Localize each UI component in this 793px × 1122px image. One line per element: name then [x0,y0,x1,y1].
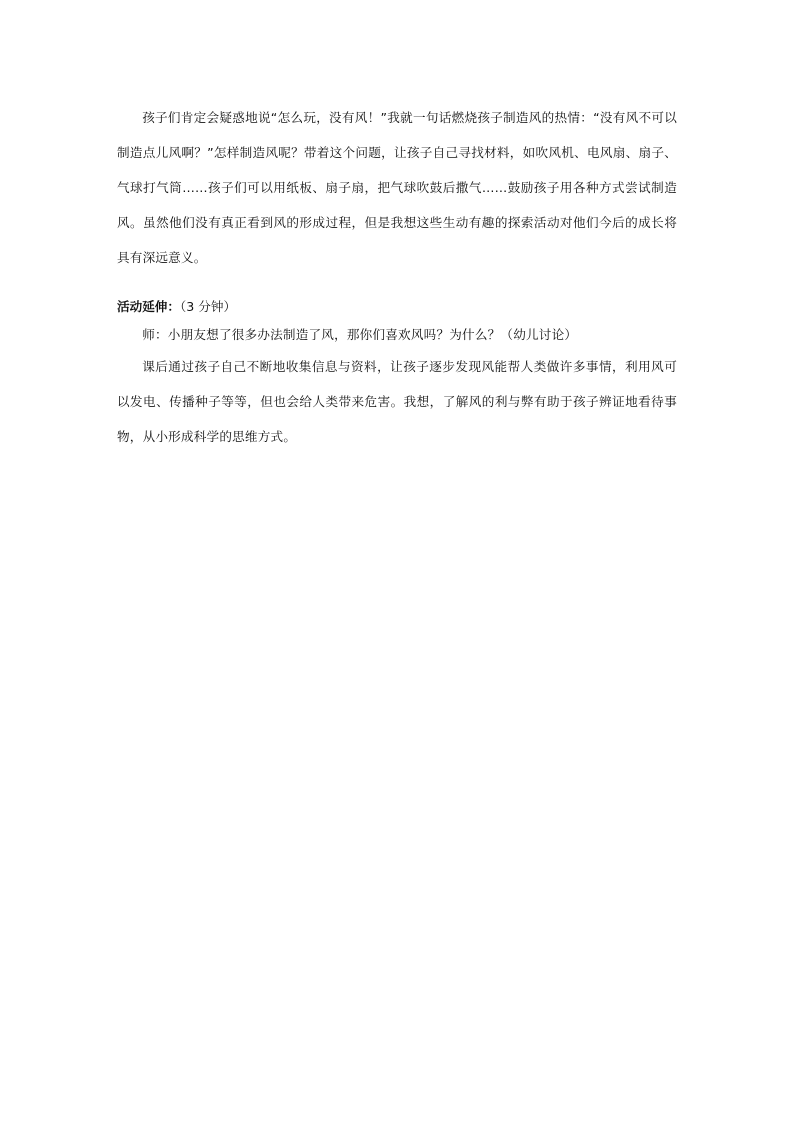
paragraph-teacher-question: 师：小朋友想了很多办法制造了风，那你们喜欢风吗？为什么？（幼儿讨论） [142,327,578,342]
document-body [117,100,677,454]
section-heading-label: 活动延伸： [117,299,180,314]
section-heading-duration: （3 分钟） [179,299,237,314]
section-heading-activity-extension [117,293,677,320]
paragraph-after-class: 课后通过孩子自己不断地收集信息与资料，让孩子逐步发现风能帮人类做许多事情，利用风可以发电、传播种子等等，但也会给人类带来危害。我想，了解风的利与弊有助于孩子辨证地看待事物，从小形成科学的思维方式。 [117,359,677,444]
paragraph-making-wind: 孩子们肯定会疑惑地说“怎么玩，没有风！”我就一句话燃烧孩子制造风的热情：“没有风不可以制造点儿风啊？”怎样制造风呢？带着这个问题，让孩子自己寻找材料，如吹风机、电风扇、扇子、气球打气筒……孩子们可以用纸板、扇子扇，把气球吹鼓后撒气……鼓励孩子用各种方式尝试制造风。虽然他们没有真正看到风的形成过程，但是我想这些生动有趣的探索活动对他们今后的成长将具有深远意义。 [117,110,677,265]
